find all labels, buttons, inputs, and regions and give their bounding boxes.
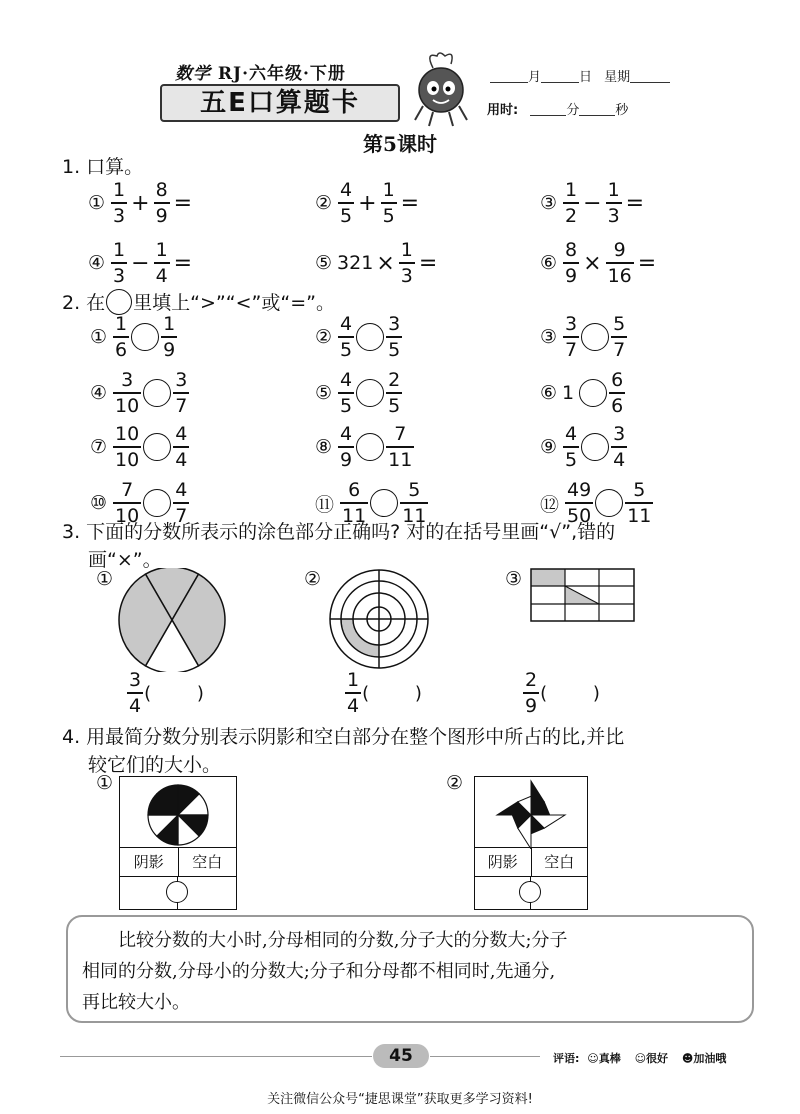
denominator: 4 [129, 694, 142, 717]
denominator: 5 [565, 448, 578, 471]
day-blank[interactable] [541, 70, 579, 83]
shaded-col-label: 阴影 [120, 848, 179, 876]
denominator: 9 [340, 448, 353, 471]
q4-fig2-num: ② [446, 772, 464, 794]
fraction [155, 179, 169, 227]
numerator: 6 [611, 369, 624, 392]
item-number: ④ [88, 252, 106, 274]
compare-circle[interactable] [143, 489, 171, 517]
second-blank[interactable] [579, 103, 615, 116]
numerator: 4 [340, 423, 353, 446]
evaluation [553, 1050, 726, 1066]
numerator: 49 [567, 479, 592, 502]
q3-fig3-grid [530, 568, 636, 624]
numerator: 4 [340, 313, 353, 336]
numerator: 7 [394, 423, 407, 446]
eval-option-3: 加油哦 [693, 1052, 727, 1065]
banner-title: 五E口算题卡 [200, 88, 360, 118]
denominator: 4 [347, 694, 360, 717]
denominator: 7 [175, 504, 188, 527]
numerator: 1 [347, 669, 360, 692]
q4-fig1-header-row [120, 847, 236, 877]
fraction [610, 369, 624, 417]
numerator: 4 [565, 423, 578, 446]
denominator: 16 [607, 264, 632, 287]
q3-fig1-pie [118, 568, 226, 672]
edition-label: RJ·六年级·下册 [217, 64, 346, 84]
q4-fig1-num: ① [96, 772, 114, 794]
operator: + [358, 190, 377, 216]
fraction [174, 369, 188, 417]
fraction [339, 179, 353, 227]
item-number: ⑤ [315, 382, 333, 404]
q3-title-line2: 画“×”。 [88, 549, 162, 571]
item-number: ① [88, 192, 106, 214]
week-label: 星期 [604, 70, 631, 85]
blank-col-label: 空白 [544, 853, 575, 871]
second-label: 秒 [615, 103, 629, 118]
equals-sign: = [418, 250, 438, 276]
denominator: 9 [525, 694, 538, 717]
numerator: 1 [113, 179, 126, 202]
tip-line2: 相同的分数,分母小的分数大;分子和分母都不相同时,先通分, [82, 961, 556, 982]
header-banner [160, 84, 400, 122]
q2-item [315, 310, 403, 364]
blank-col-label: 空白 [192, 853, 223, 871]
numerator: 1 [607, 179, 620, 202]
q3-fig2-num: ② [304, 568, 322, 590]
item-number: ⑫ [540, 493, 560, 516]
numerator: 8 [565, 239, 578, 262]
item-number: ⑦ [90, 436, 108, 458]
q2-item [90, 420, 190, 474]
numerator: 6 [348, 479, 361, 502]
eval-option-2: 很好 [646, 1052, 669, 1065]
q2-item [540, 310, 628, 364]
denominator: 3 [607, 204, 620, 227]
denominator: 9 [155, 204, 168, 227]
numerator: 1 [113, 239, 126, 262]
compare-circle[interactable] [356, 433, 384, 461]
denominator: 3 [113, 204, 126, 227]
compare-circle[interactable] [131, 323, 159, 351]
q1-item [540, 236, 699, 290]
day-label: 日 [579, 70, 593, 85]
compare-circle[interactable] [595, 489, 623, 517]
operator: × [376, 250, 395, 276]
equals-sign: = [637, 250, 657, 276]
q4-fig1-pinwheel [120, 777, 236, 849]
whole-number: 1 [562, 382, 575, 404]
q2-item [90, 366, 190, 420]
denominator: 3 [400, 264, 413, 287]
denominator: 4 [155, 264, 168, 287]
numerator: 4 [175, 479, 188, 502]
fraction [114, 423, 140, 471]
lesson-title: 第5课时 [363, 132, 437, 156]
fraction [382, 179, 396, 227]
item-number: ④ [90, 382, 108, 404]
q3-fig3-num: ③ [505, 568, 523, 590]
denominator: 5 [388, 394, 401, 417]
item-number: ⑪ [315, 493, 335, 516]
fraction [339, 423, 353, 471]
cheer-icon: ☻ [681, 1052, 694, 1065]
fraction [564, 179, 578, 227]
equals-sign: = [173, 250, 193, 276]
q3-answer [126, 666, 204, 720]
shaded-col-label: 阴影 [475, 848, 532, 876]
compare-circle[interactable] [166, 881, 188, 903]
week-blank[interactable] [630, 70, 670, 83]
compare-circle[interactable] [143, 379, 171, 407]
month-blank[interactable] [490, 70, 528, 83]
compare-circle[interactable] [579, 379, 607, 407]
eval-option-1: 真棒 [598, 1052, 621, 1065]
item-number: ③ [540, 326, 558, 348]
denominator: 7 [175, 394, 188, 417]
q2-title-b: 里填上“>”“<”或“=”。 [133, 292, 335, 314]
header-subtitle [175, 59, 346, 84]
fraction [626, 479, 652, 527]
subject-label: 数学 [175, 64, 211, 84]
smile-icon: ☺ [634, 1052, 647, 1065]
q1-item [88, 236, 235, 290]
numerator: 4 [175, 423, 188, 446]
tip-line3: 再比较大小。 [82, 992, 190, 1013]
numerator: 3 [565, 313, 578, 336]
item-number: ⑥ [540, 252, 558, 274]
fraction [339, 369, 353, 417]
time-label: 用时: [487, 103, 519, 118]
compare-circle[interactable] [519, 881, 541, 903]
item-number: ⑧ [315, 436, 333, 458]
fraction [564, 239, 578, 287]
item-number: ⑨ [540, 436, 558, 458]
denominator: 5 [340, 394, 353, 417]
bottom-note: 关注微信公众号“捷思课堂”获取更多学习资料! [267, 1092, 533, 1107]
q2-title-a: 2. 在 [62, 292, 106, 314]
denominator: 11 [342, 504, 367, 527]
compare-circle[interactable] [581, 323, 609, 351]
q4-title-line2: 较它们的大小。 [88, 754, 222, 776]
q2-item [315, 420, 415, 474]
fraction [112, 239, 126, 287]
q2-item [540, 366, 626, 420]
numerator: 5 [408, 479, 421, 502]
compare-circle[interactable] [581, 433, 609, 461]
numerator: 4 [340, 369, 353, 392]
operator: − [131, 250, 150, 276]
numerator: 3 [388, 313, 401, 336]
q3-answer [344, 666, 422, 720]
fraction [612, 423, 626, 471]
q4-fig2-header-row [475, 847, 587, 877]
denominator: 11 [402, 504, 427, 527]
fraction [174, 423, 188, 471]
item-number: ⑤ [315, 252, 333, 274]
q4-fig1-box [119, 776, 237, 910]
denominator: 2 [565, 204, 578, 227]
item-number: ① [90, 326, 108, 348]
denominator: 9 [163, 338, 176, 361]
denominator: 9 [565, 264, 578, 287]
q3-fig2-rings [328, 568, 430, 670]
fraction [128, 669, 142, 717]
answer-parentheses[interactable]: ( ) [540, 682, 600, 704]
denominator: 50 [567, 504, 592, 527]
smile-big-icon: ☺ [587, 1052, 599, 1065]
denominator: 3 [113, 264, 126, 287]
q2-item [315, 366, 403, 420]
q4-fig2-box [474, 776, 588, 910]
fraction [400, 239, 414, 287]
denominator: 5 [382, 204, 395, 227]
answer-parentheses[interactable]: ( ) [362, 682, 422, 704]
denominator: 7 [613, 338, 626, 361]
q1-item [315, 236, 480, 290]
denominator: 4 [613, 448, 626, 471]
numerator: 1 [115, 313, 128, 336]
minute-blank[interactable] [530, 103, 566, 116]
fraction [387, 313, 401, 361]
q3-answer [522, 666, 600, 720]
fraction [339, 313, 353, 361]
denominator: 5 [388, 338, 401, 361]
tip-text [82, 925, 738, 1018]
denominator: 10 [115, 504, 140, 527]
numerator: 4 [340, 179, 353, 202]
compare-circle[interactable] [356, 379, 384, 407]
q1-item [88, 176, 235, 230]
q1-item [315, 176, 462, 230]
item-number: ② [315, 326, 333, 348]
denominator: 11 [388, 448, 413, 471]
item-number: ⑥ [540, 382, 558, 404]
fraction [387, 423, 413, 471]
denominator: 10 [115, 394, 140, 417]
numerator: 5 [633, 479, 646, 502]
numerator: 9 [613, 239, 626, 262]
q1-title: 1. 口算。 [62, 156, 144, 178]
eval-label: 评语: [553, 1052, 580, 1065]
answer-parentheses[interactable]: ( ) [144, 682, 204, 704]
fraction [387, 369, 401, 417]
fraction [607, 179, 621, 227]
denominator: 7 [565, 338, 578, 361]
numerator: 3 [613, 423, 626, 446]
numerator: 5 [613, 313, 626, 336]
fraction [114, 313, 128, 361]
tip-line1: 比较分数的大小时,分母相同的分数,分子大的分数大;分子 [118, 930, 568, 951]
fraction [564, 313, 578, 361]
time-line [487, 99, 628, 118]
fraction [607, 239, 633, 287]
numerator: 1 [565, 179, 578, 202]
denominator: 11 [627, 504, 652, 527]
minute-label: 分 [566, 103, 580, 118]
numerator: 1 [400, 239, 413, 262]
fraction [162, 313, 176, 361]
operator: + [131, 190, 150, 216]
fraction [112, 179, 126, 227]
denominator: 10 [115, 448, 140, 471]
numerator: 2 [525, 669, 538, 692]
item-number: ② [315, 192, 333, 214]
whole-number: 321 [337, 252, 374, 274]
fraction [155, 239, 169, 287]
item-number: ⑩ [90, 492, 108, 514]
numerator: 1 [163, 313, 176, 336]
numerator: 1 [155, 239, 168, 262]
numerator: 3 [175, 369, 188, 392]
numerator: 3 [121, 369, 134, 392]
numerator: 3 [129, 669, 142, 692]
tip-box [66, 915, 754, 1023]
date-line [490, 66, 670, 85]
denominator: 5 [340, 204, 353, 227]
equals-sign: = [173, 190, 193, 216]
q1-item [540, 176, 687, 230]
fraction [114, 369, 140, 417]
month-label: 月 [528, 70, 542, 85]
fraction [346, 669, 360, 717]
numerator: 8 [155, 179, 168, 202]
fraction [564, 423, 578, 471]
footer-rule-left [60, 1056, 372, 1057]
compare-circle[interactable] [370, 489, 398, 517]
q2-item [540, 420, 628, 474]
q3-title-line1: 3. 下面的分数所表示的涂色部分正确吗? 对的在括号里画“√”,错的 [62, 521, 616, 543]
denominator: 6 [115, 338, 128, 361]
grid-shaded-cell [531, 569, 565, 586]
q3-fig1-num: ① [96, 568, 114, 590]
operator: − [583, 190, 602, 216]
operator: × [583, 250, 602, 276]
equals-sign: = [400, 190, 420, 216]
item-number: ③ [540, 192, 558, 214]
compare-circle[interactable] [356, 323, 384, 351]
q4-fig2-star [475, 777, 587, 849]
numerator: 1 [382, 179, 395, 202]
compare-circle[interactable] [143, 433, 171, 461]
denominator: 6 [611, 394, 624, 417]
numerator: 7 [121, 479, 134, 502]
q4-title-line1: 4. 用最简分数分别表示阴影和空白部分在整个图形中所占的比,并比 [62, 726, 625, 748]
denominator: 5 [340, 338, 353, 361]
numerator: 2 [388, 369, 401, 392]
mascot-icon [405, 50, 475, 128]
numerator: 10 [115, 423, 140, 446]
q2-item [90, 310, 178, 364]
fraction [524, 669, 538, 717]
fraction [612, 313, 626, 361]
footer-rule-right [430, 1056, 540, 1057]
equals-sign: = [625, 190, 645, 216]
denominator: 4 [175, 448, 188, 471]
page-number: 45 [373, 1044, 429, 1068]
